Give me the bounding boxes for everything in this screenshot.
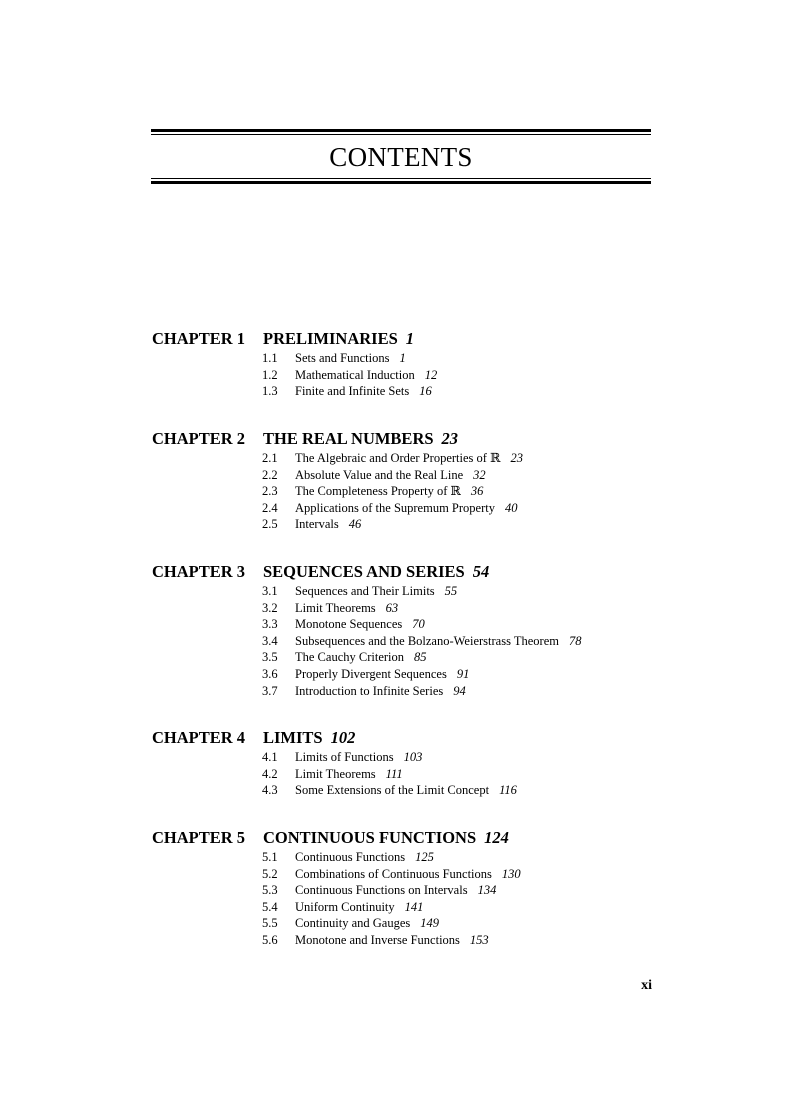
chapter-label: CHAPTER 1 [152, 329, 246, 348]
toc-entry[interactable] [152, 500, 712, 517]
page-number: xi [641, 978, 652, 993]
section-page: 16 [419, 384, 432, 399]
section-number: 3.3 [262, 617, 278, 632]
toc-entry[interactable] [152, 616, 712, 633]
toc-entry[interactable] [152, 633, 712, 650]
chapter-title: PRELIMINARIES [263, 329, 398, 348]
top-double-rule [151, 129, 651, 135]
section-number: 1.1 [262, 351, 278, 365]
section-title: The Completeness Property of ℝ [295, 484, 461, 499]
section-page: 36 [470, 484, 484, 499]
toc-entry[interactable] [152, 483, 712, 500]
chapter-page: 1 [405, 329, 415, 348]
section-page: 78 [568, 633, 582, 648]
toc-entry[interactable] [152, 649, 712, 666]
section-page: 149 [420, 916, 440, 931]
section-title: Subsequences and the Bolzano-Weierstrass Theorem [295, 633, 559, 648]
section-number: 5.1 [262, 850, 278, 864]
section-title: Absolute Value and the Real Line [295, 467, 464, 482]
section-title: Some Extensions of the Limit Concept [295, 783, 490, 798]
section-page: 91 [456, 666, 470, 681]
section-page: 103 [403, 750, 423, 764]
section-page: 153 [469, 932, 489, 947]
toc-entry[interactable] [152, 666, 712, 683]
section-title: Properly Divergent Sequences [295, 666, 447, 681]
chapter-5 [152, 827, 712, 949]
section-number: 3.1 [262, 584, 278, 598]
section-number: 4.3 [262, 783, 278, 798]
section-title: Applications of the Supremum Property [295, 500, 495, 515]
section-title: Finite and Infinite Sets [295, 384, 410, 399]
section-number: 3.7 [262, 683, 278, 698]
toc-entry[interactable] [152, 782, 712, 799]
section-number: 2.2 [262, 467, 278, 482]
section-number: 3.2 [262, 600, 278, 615]
toc-entry[interactable] [152, 367, 712, 384]
section-number: 3.6 [262, 666, 278, 681]
toc-entry[interactable] [152, 749, 712, 766]
chapter-label: CHAPTER 4 [152, 728, 246, 747]
section-number: 5.6 [262, 932, 278, 947]
section-number: 5.2 [262, 866, 278, 881]
chapter-title: LIMITS [263, 728, 323, 747]
section-title: The Cauchy Criterion [295, 650, 404, 665]
section-number: 2.4 [262, 500, 278, 515]
section-title: Sets and Functions [295, 351, 390, 365]
toc-entry[interactable] [152, 683, 712, 700]
section-title: Mathematical Induction [295, 367, 415, 382]
section-title: Sequences and Their Limits [295, 584, 435, 598]
chapter-heading[interactable] [152, 561, 712, 583]
section-title: Limit Theorems [295, 766, 376, 781]
page-title: CONTENTS [329, 142, 473, 172]
section-number: 3.4 [262, 633, 278, 648]
toc-entry[interactable] [152, 450, 712, 467]
section-page: 130 [501, 866, 521, 881]
section-page: 111 [385, 766, 403, 781]
chapter-heading[interactable] [152, 727, 712, 749]
chapter-heading[interactable] [152, 827, 712, 849]
section-title: Continuous Functions [295, 850, 406, 864]
toc-entry[interactable] [152, 766, 712, 783]
section-page: 134 [477, 883, 497, 898]
section-page: 63 [385, 600, 399, 615]
section-title: Limits of Functions [295, 750, 394, 764]
section-title: Introduction to Infinite Series [295, 683, 444, 698]
section-title: Uniform Continuity [295, 899, 395, 914]
section-number: 4.1 [262, 750, 278, 764]
section-title: Intervals [295, 517, 339, 532]
section-page: 125 [415, 850, 434, 864]
toc-entry[interactable] [152, 915, 712, 932]
chapter-heading[interactable] [152, 328, 712, 350]
toc-entry[interactable] [152, 467, 712, 484]
section-page: 85 [414, 650, 427, 665]
chapter-title: SEQUENCES AND SERIES [263, 562, 465, 581]
section-title: Monotone and Inverse Functions [295, 932, 460, 947]
chapter-title: THE REAL NUMBERS [263, 429, 434, 448]
toc-entry[interactable] [152, 899, 712, 916]
section-title: Monotone Sequences [295, 617, 403, 632]
section-page: 1 [399, 351, 406, 365]
chapter-2 [152, 428, 712, 533]
section-page: 141 [404, 899, 424, 914]
section-page: 23 [510, 451, 523, 465]
chapter-heading[interactable] [152, 428, 712, 450]
section-number: 4.2 [262, 766, 278, 781]
section-title: Combinations of Continuous Functions [295, 866, 492, 881]
toc-entry[interactable] [152, 350, 712, 367]
bottom-rule-thin [151, 178, 651, 179]
bottom-double-rule [151, 178, 651, 184]
bottom-rule-thick [151, 181, 651, 184]
section-title: The Algebraic and Order Properties of ℝ [295, 451, 501, 465]
toc-entry[interactable] [152, 932, 712, 949]
section-page: 32 [473, 467, 486, 482]
section-page: 55 [444, 584, 458, 598]
chapter-label: CHAPTER 5 [152, 828, 246, 847]
chapter-page: 102 [330, 728, 356, 747]
chapter-3 [152, 561, 712, 699]
section-title: Continuous Functions on Intervals [295, 883, 468, 898]
section-page: 12 [424, 367, 438, 382]
section-number: 2.1 [262, 451, 278, 465]
toc-entry[interactable] [152, 866, 712, 883]
section-page: 70 [412, 617, 425, 632]
toc-entry[interactable] [152, 882, 712, 899]
chapter-page: 23 [441, 429, 459, 448]
section-page: 116 [499, 783, 517, 798]
chapter-1 [152, 328, 712, 400]
section-title: Limit Theorems [295, 600, 376, 615]
section-number: 1.3 [262, 384, 278, 399]
chapter-page: 124 [484, 828, 509, 847]
section-page: 94 [453, 683, 466, 698]
section-number: 2.3 [262, 484, 278, 499]
toc-entry[interactable] [152, 600, 712, 617]
chapter-title: CONTINUOUS FUNCTIONS [263, 828, 477, 847]
toc-entry[interactable] [152, 583, 712, 600]
toc-entry[interactable] [152, 516, 712, 533]
chapter-label: CHAPTER 3 [152, 562, 246, 581]
section-number: 3.5 [262, 650, 278, 665]
top-rule-thick [151, 129, 651, 132]
section-number: 5.4 [262, 899, 278, 914]
section-number: 1.2 [262, 367, 278, 382]
section-title: Continuity and Gauges [295, 916, 411, 931]
chapter-4 [152, 727, 712, 799]
section-number: 2.5 [262, 517, 278, 532]
toc-entry[interactable] [152, 849, 712, 866]
chapter-page: 54 [472, 562, 490, 581]
toc-entry[interactable] [152, 383, 712, 400]
section-number: 5.3 [262, 883, 278, 898]
section-page: 40 [504, 500, 518, 515]
section-number: 5.5 [262, 916, 278, 931]
section-page: 46 [348, 517, 362, 532]
top-rule-thin [151, 134, 651, 135]
chapter-label: CHAPTER 2 [152, 429, 246, 448]
